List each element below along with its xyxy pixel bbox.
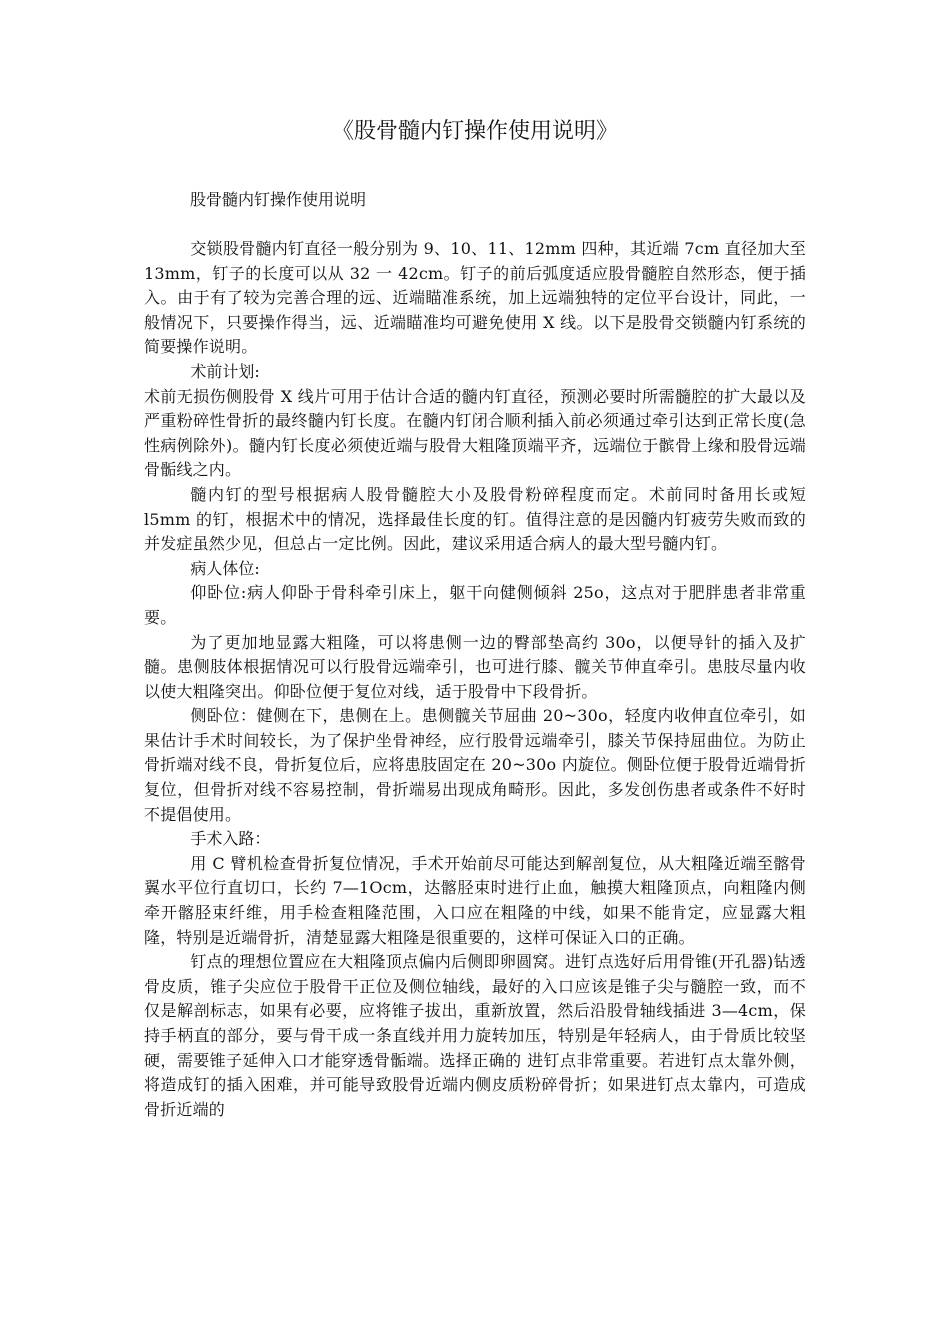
paragraph-c-arm: 用 C 臂机检查骨折复位情况，手术开始前尽可能达到解剖复位，从大粗隆近端至髂骨翼水平位行直切口，长约 7—1Ocm，达髂胫束时进行止血，触摸大粗隆顶点，向粗隆内侧牵开髂胫束纤维，用手检查粗隆范围，入口应在粗隆的中线，如果不能肯定，应显露大粗隆，特别是近端骨折，清楚显露大粗隆是很重要的，这样可保证入口的正确。 <box>144 853 806 947</box>
paragraph-lateral: 侧卧位：健侧在下，患侧在上。患侧髋关节屈曲 20~30o，轻度内收伸直位牵引，如果估计手术时间较长，为了保护坐骨神经，应行股骨远端牵引，膝关节保持屈曲位。为防止骨折端对线不良，骨折复位后，应将患肢固定在 20~30o 内旋位。侧卧位便于股骨近端骨折复位，但骨折对线不容易控制，骨折端易出现成角畸形。因此，多发创伤患者或条件不好时不提倡使用。 <box>144 706 806 824</box>
paragraph-supine: 仰卧位:病人仰卧于骨科牵引床上，躯干向健侧倾斜 25o，这点对于肥胖患者非常重要。 <box>144 583 806 627</box>
document-body <box>144 237 806 1122</box>
document-page <box>144 0 806 1344</box>
paragraph-nail-specs: 交锁股骨髓内钉直径一般分别为 9、10、11、12mm 四种，其近端 7cm 直径加大至 13mm，钉子的长度可以从 32 一 42cm。钉子的前后弧度适应股骨髓腔自然形态，便于插入。由于有了较为完善合理的远、近端瞄准系统，加上远端独特的定位平台设计，同此，一般情况下，只要操作得当，远、近端瞄准均可避免使用 X 线。以下是股骨交锁髓内钉系统的简要操作说明。 <box>144 239 806 357</box>
document-subtitle: 股骨髓内钉操作使用说明 <box>190 190 367 209</box>
paragraph-nail-size: 髓内钉的型号根据病人股骨髓腔大小及股骨粉碎程度而定。术前同时备用长或短 l5mm 的钉，根据术中的情况，选择最佳长度的钉。值得注意的是因髓内钉疲劳失败而致的并发症虽然少见，但总占一定比例。因此，建议采用适合病人的最大型号髓内钉。 <box>144 484 806 554</box>
document-title: 《股骨髓内钉操作使用说明》 <box>331 119 618 144</box>
section-heading-surgical-approach: 手术入路： <box>190 829 271 849</box>
paragraph-entry-point: 钉点的理想位置应在大粗隆顶点偏内后侧即卵圆窝。进钉点选好后用骨锥(开孔器)钻透骨皮质，锥子尖应位于股骨干正位及侧位轴线，最好的入口应该是锥子尖与髓腔一致，而不仅是解剖标志，如果有必要，应将锥子拔出，重新放置，然后沿股骨轴线插进 3—4cm，保持手柄直的部分，要与骨干成一条直线并用力旋转加压，特别是年轻病人，由于骨质比较坚硬，需要锥子延伸入口才能穿透骨骺端。选择正确的 进钉点非常重要。若进钉点太靠外侧，将造成钉的插入困难，并可能导致股骨近端内侧皮质粉碎骨折；如果进钉点太靠内，可造成骨折近端的 <box>144 952 806 1119</box>
section-heading-preop-plan: 术前计划: <box>190 361 260 381</box>
section-heading-patient-position: 病人体位: <box>190 558 260 578</box>
paragraph-exposure: 为了更加地显露大粗隆，可以将患侧一边的臀部垫高约 30o，以便导针的插入及扩髓。患侧肢体根据情况可以行股骨远端牵引，也可进行膝、髋关节伸直牵引。患肢尽量内收以使大粗隆突出。仰卧位便于复位对线，适于股骨中下段骨折。 <box>144 632 806 701</box>
paragraph-preop-xray: 术前无损伤侧股骨 X 线片可用于估计合适的髓内钉直径，预测必要时所需髓腔的扩大最以及严重粉碎性骨折的最终髓内钉长度。在髓内钉闭合顺利插入前必须通过牵引达到正常长度(急性病例除外)。髓内钉长度必须使近端与股骨大粗隆顶端平齐，远端位于髌骨上缘和股骨远端骨骺线之内。 <box>144 386 806 480</box>
